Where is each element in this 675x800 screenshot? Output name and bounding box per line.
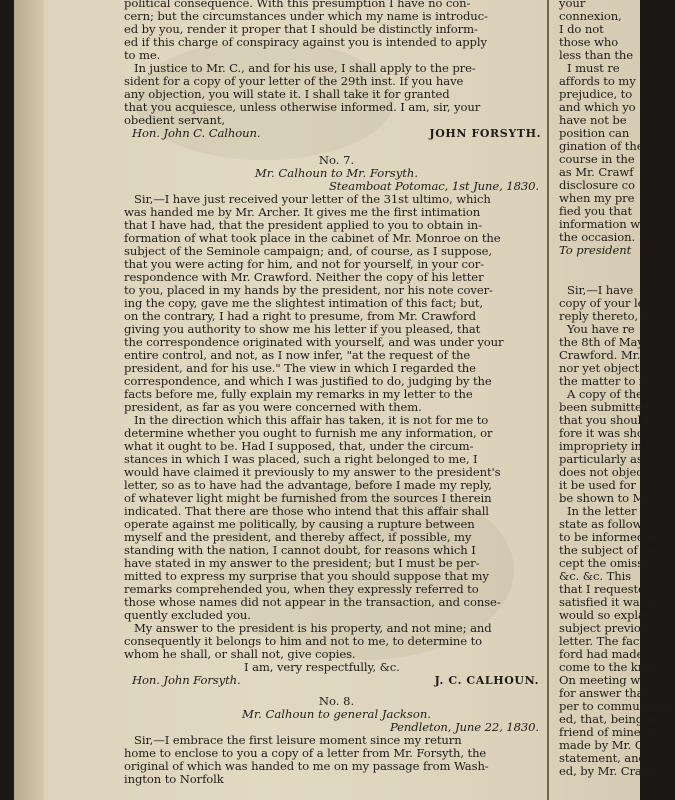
text-line: political consequence. With this presumption I have no con- (124, 0, 471, 10)
text-line: In the letter (567, 504, 637, 518)
text-line: does not object. (559, 465, 651, 479)
letter-title: Mr. Calhoun to Mr. Forsyth. (254, 166, 419, 180)
text-line: disclosure co (559, 178, 635, 192)
text-line: ing the copy, gave me the slightest intimation of this fact; but, (124, 296, 483, 310)
text-line: Sir,—I have (567, 283, 634, 297)
letter-number: No. 8. (318, 694, 355, 708)
text-line: satisfied it was n (559, 595, 657, 609)
text-line: ed by you, render it proper that I should be distinctly inform- (124, 22, 478, 36)
text-line: would so explain (559, 608, 656, 622)
text-line: was handed me by Mr. Archer. It gives me the first intimation (124, 205, 481, 219)
text-line: for answer that he (559, 686, 666, 700)
text-line: home to enclose to you a copy of a letter from Mr. Forsyth, the (124, 746, 487, 760)
dateline: Pendleton, June 22, 1830. (389, 720, 539, 734)
text-line: letter. The facts (559, 634, 650, 648)
text-line: reply thereto, a (559, 309, 649, 323)
text-line: the matter to m (559, 374, 650, 388)
text-line: any objection, you will state it. I shall take it for granted (124, 87, 450, 101)
text-line: stances in which I was placed, such a right belonged to me, I (124, 452, 478, 466)
text-line: what it ought to be. Had I supposed, that, under the circum- (124, 439, 474, 453)
text-line: to be informed w (559, 530, 658, 544)
text-line: less than the (559, 48, 634, 62)
text-line: entire control, and not, as I now infer, "at the request of the (124, 348, 471, 362)
addressee: Hon. John C. Calhoun. (132, 126, 261, 140)
text-line: ington to Norfolk (124, 772, 224, 786)
text-line: correspondence, and which I was justified to do, judging by the (124, 374, 492, 388)
text-line: that I requested (559, 582, 653, 596)
text-line: to me. (124, 48, 161, 62)
text-line: president, and for his use." The view in which I regarded the (124, 361, 476, 375)
text-line: that I have had, that the president applied to you to obtain in- (124, 218, 482, 232)
text-line: would have claimed it previously to my answer to the president's (124, 465, 501, 479)
text-line: that you should (559, 413, 649, 427)
text-line: remarks comprehended you, when they expressly referred to (124, 582, 479, 596)
text-line: sident for a copy of your letter of the 29th inst. If you have (124, 74, 464, 88)
text-line: whom he shall, or shall not, give copies. (124, 647, 356, 661)
text-line: that you were acting for him, and not for yourself, in your cor- (124, 257, 485, 271)
text-line: as Mr. Crawf (559, 165, 634, 179)
text-line: been submitted (559, 400, 650, 414)
text-line: copy of your le (559, 296, 645, 310)
dateline: Steamboat Potomac, 1st June, 1830. (328, 179, 539, 193)
text-line: original of which was handed to me on my passage from Wash- (124, 759, 489, 773)
text-line: to you, placed in my hands by the president, nor his note cover- (124, 283, 493, 297)
text-line: cept the omissio (559, 556, 654, 570)
left-text-column (124, 0, 549, 800)
text-line: ed, by Mr. Crawf (559, 764, 656, 778)
text-line: determine whether you ought to furnish me any information, or (124, 426, 493, 440)
text-line: on the contrary, I had a right to presume, from Mr. Crawford (124, 309, 476, 323)
text-line: giving you authority to show me his letter if you pleased, that (124, 322, 481, 336)
text-line: prejudice, to (559, 87, 633, 101)
text-line: friend of mine, m (559, 725, 659, 739)
text-line: ford had made a (559, 647, 654, 661)
text-line: state as follows, (559, 517, 652, 531)
text-line: &c. &c. This (559, 569, 632, 583)
text-line: subject previous (559, 621, 655, 635)
text-line: cern; but the circumstances under which my name is introduc- (124, 9, 488, 23)
signature: JOHN FORSYTH. (429, 127, 541, 140)
text-line: Sir,—I embrace the first leisure moment since my return (134, 733, 462, 747)
text-line: president, as far as you were concerned with them. (124, 400, 422, 414)
text-line: indicated. That there are those who intend that this affair shall (124, 504, 489, 518)
text-line: ed if this charge of conspiracy against you is intended to apply (124, 35, 487, 49)
text-line: of whatever light might be furnished from the sources I therein (124, 491, 492, 505)
text-line: come to the know (559, 660, 662, 674)
text-line: Sir,—I have just received your letter of the 31st ultimo, which (134, 192, 491, 206)
text-line: facts before me, fully explain my remarks in my letter to the (124, 387, 473, 401)
text-line: I am, very respectfully, &c. (244, 660, 400, 674)
text-line: formation of what took place in the cabinet of Mr. Monroe on the (124, 231, 501, 245)
text-line: be shown to Mr. (559, 491, 653, 505)
text-line: fore it was show (559, 426, 654, 440)
text-line: myself and the president, and thereby affect, if possible, my (124, 530, 472, 544)
text-line: quently excluded you. (124, 608, 251, 622)
text-line: letter, so as to have had the advantage, before I made my reply, (124, 478, 492, 492)
text-line: I do not (559, 22, 604, 36)
text-line: consequently it belongs to him and not to me, to determine to (124, 634, 483, 648)
text-line: operate against me politically, by causing a rupture between (124, 517, 475, 531)
text-line: My answer to the president is his property, and not mine; and (134, 621, 492, 635)
text-line: connexion, (559, 9, 622, 23)
text-line: respondence with Mr. Crawford. Neither the copy of his letter (124, 270, 484, 284)
text-line: it be used for (559, 478, 636, 492)
text-line: impropriety in t (559, 439, 650, 453)
text-line: the 8th of May (559, 335, 644, 349)
text-line: information w (559, 217, 641, 231)
letter-number: No. 7. (318, 153, 355, 167)
text-line: made by Mr. Cra (559, 738, 656, 752)
text-line: gination of the (559, 139, 644, 153)
text-line: To president (559, 243, 632, 257)
text-line: your (559, 0, 586, 10)
text-line: position can (559, 126, 630, 140)
text-line: A copy of the (567, 387, 643, 401)
text-line: mitted to express my surprise that you should suppose that my (124, 569, 489, 583)
text-line: ed, that, being in (559, 712, 658, 726)
column-rule (547, 0, 549, 800)
text-line: standing with the nation, I cannot doubt, for reasons which I (124, 543, 476, 557)
text-line: particularly as, (559, 452, 647, 466)
text-line: that you acquiesce, unless otherwise informed. I am, sir, your (124, 100, 481, 114)
right-text-column (559, 0, 675, 800)
text-line: when my pre (559, 191, 635, 205)
text-line: the subject of the (559, 543, 660, 557)
text-line: statement, and dis (559, 751, 667, 765)
text-line: per to communicate (559, 699, 675, 713)
text-line: and which yo (559, 100, 636, 114)
text-line: those who (559, 35, 619, 49)
text-line: I must re (567, 61, 620, 75)
text-line: have not be (559, 113, 627, 127)
text-line: subject of the Seminole campaign; and, of course, as I suppose, (124, 244, 492, 258)
text-line: On meeting with (559, 673, 656, 687)
text-line: obedient servant, (124, 113, 225, 127)
text-line: nor yet object (559, 361, 640, 375)
page-spine-shadow (14, 0, 44, 800)
text-line: affords to my (559, 74, 636, 88)
text-line: the correspondence originated with yourself, and was under your (124, 335, 504, 349)
text-line: fied you that (559, 204, 633, 218)
text-line: In the direction which this affair has taken, it is not for me to (134, 413, 489, 427)
signature: J. C. CALHOUN. (434, 674, 539, 687)
text-line: Crawford. Mr. (559, 348, 641, 362)
letter-title: Mr. Calhoun to general Jackson. (241, 707, 431, 721)
text-line: those whose names did not appear in the transaction, and conse- (124, 595, 501, 609)
text-line: have stated in my answer to the president; but I must be per- (124, 556, 480, 570)
text-line: course in the (559, 152, 635, 166)
text-line: You have re (567, 322, 635, 336)
newspaper-page (14, 0, 675, 800)
text-line: the occasion. (559, 230, 636, 244)
text-line: In justice to Mr. C., and for his use, I shall apply to the pre- (134, 61, 476, 75)
addressee: Hon. John Forsyth. (132, 673, 241, 687)
